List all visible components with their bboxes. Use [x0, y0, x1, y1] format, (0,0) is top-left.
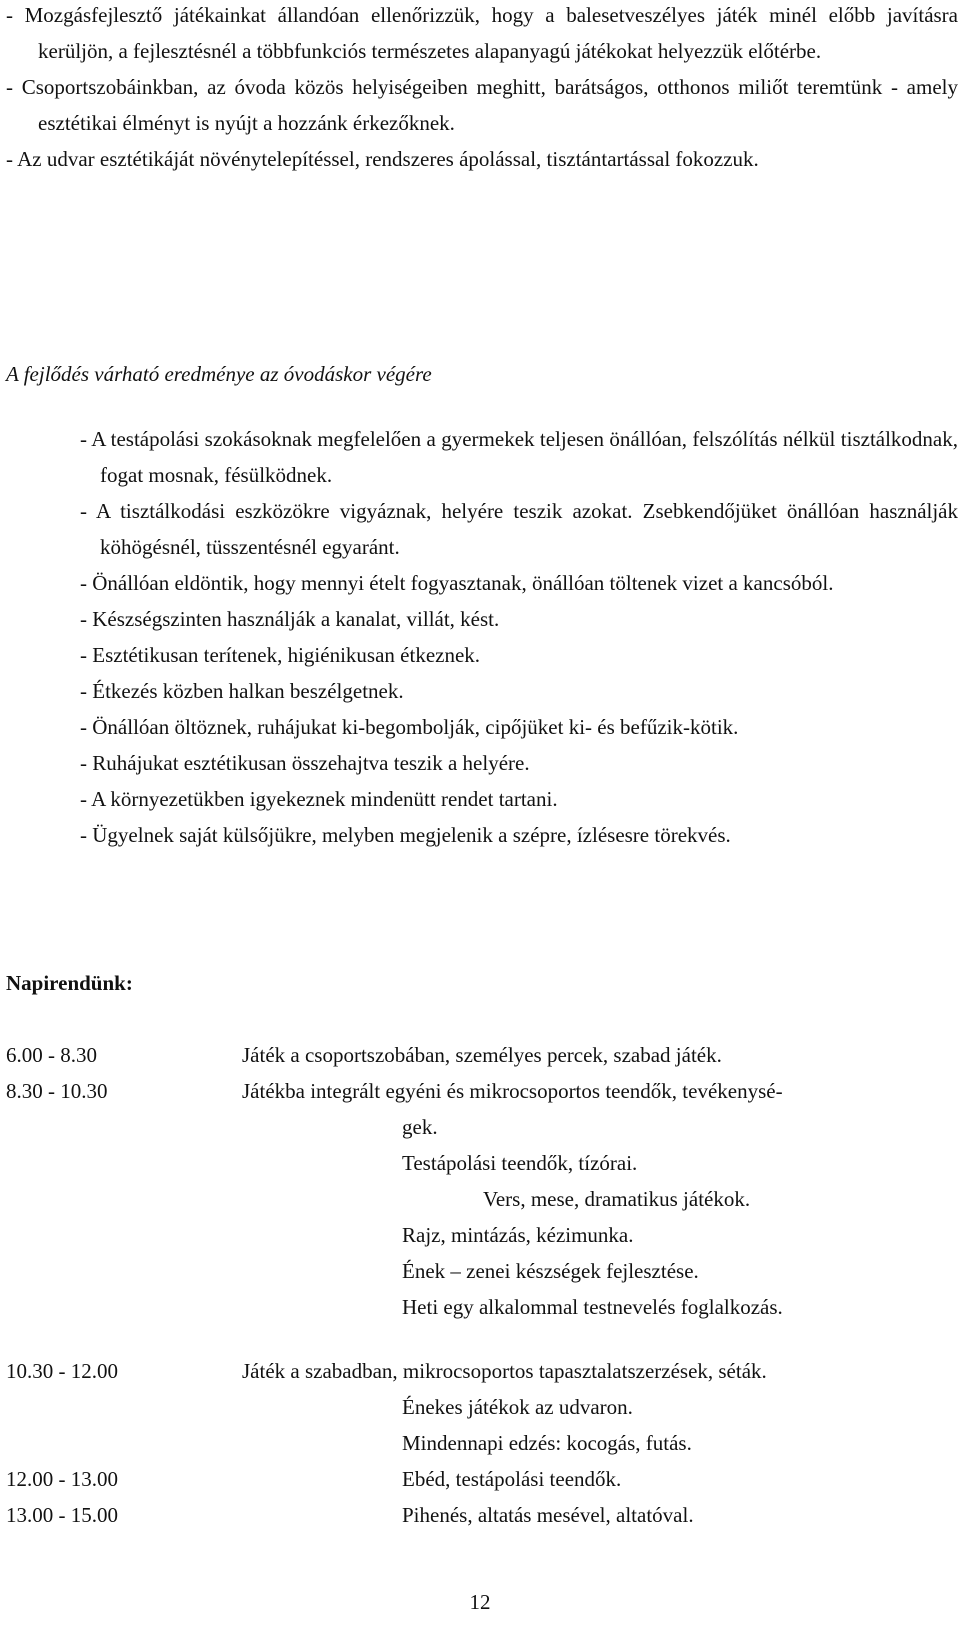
outcome-item: - Önállóan eldöntik, hogy mennyi ételt fogyasztanak, önállóan töltenek vizet a kancsóból. [80, 571, 834, 595]
schedule-activity: Mindennapi edzés: kocogás, futás. [402, 1431, 692, 1455]
schedule-activity: Vers, mese, dramatikus játékok. [483, 1187, 751, 1211]
outcome-item: - A tisztálkodási eszközökre vigyáznak, helyére teszik azokat. Zsebkendőjüket önállóan használják köhögésnél, tüsszentésnél egyaránt. [80, 499, 958, 559]
schedule-activity: Rajz, mintázás, kézimunka. [402, 1223, 634, 1247]
schedule-heading: Napirendünk: [6, 971, 133, 995]
outcome-item: - Esztétikusan terítenek, higiénikusan étkeznek. [80, 643, 481, 667]
schedule-row [6, 1145, 958, 1181]
schedule-activity: Játék a csoportszobában, személyes percek, szabad játék. [242, 1043, 722, 1067]
outcome-item: - A testápolási szokásoknak megfelelően a gyermekek teljesen önállóan, felszólítás nélkül tisztálkodnak, fogat mosnak, fésülködnek. [80, 427, 958, 487]
outcomes-heading: A fejlődés várható eredménye az óvodáskor végére [6, 362, 432, 386]
schedule-activity: Énekes játékok az udvaron. [402, 1395, 633, 1419]
outcome-item: - Étkezés közben halkan beszélgetnek. [80, 679, 404, 703]
outcome-item: - Ruhájukat esztétikusan összehajtva teszik a helyére. [80, 751, 530, 775]
schedule-time: 12.00 - 13.00 [6, 1467, 118, 1491]
schedule-row [6, 1353, 958, 1389]
outcome-item: - Készségszinten használják a kanalat, villát, kést. [80, 607, 500, 631]
schedule-activity: Ének – zenei készségek fejlesztése. [402, 1259, 699, 1283]
schedule-row [6, 1217, 958, 1253]
schedule-activity: Pihenés, altatás mesével, altatóval. [402, 1503, 694, 1527]
intro-item: - Mozgásfejlesztő játékainkat állandóan ellenőrizzük, hogy a balesetveszélyes játék minél előbb javításra kerüljön, a fejlesztésnél a többfunkciós természetes alapanyagú játékokat helyezzük előtérbe. [6, 3, 958, 63]
schedule-row [6, 1461, 958, 1497]
intro-item: - Az udvar esztétikáját növénytelepítéssel, rendszeres ápolással, tisztántartással fokozzuk. [6, 147, 759, 171]
schedule-row [6, 1389, 958, 1425]
schedule-spacer [6, 1325, 958, 1353]
schedule-row [6, 1037, 958, 1073]
schedule-activity: Testápolási teendők, tízórai. [402, 1151, 638, 1175]
schedule-row [6, 1073, 958, 1109]
outcome-item: - Ügyelnek saját külsőjükre, melyben megjelenik a szépre, ízlésesre törekvés. [80, 823, 731, 847]
schedule-activity: gek. [402, 1115, 438, 1139]
schedule-activity: Heti egy alkalommal testnevelés foglalkozás. [402, 1295, 783, 1319]
outcome-item: - A környezetükben igyekeznek mindenütt rendet tartani. [80, 787, 558, 811]
page-number: 12 [469, 1590, 491, 1614]
schedule-row [6, 1109, 958, 1145]
schedule-activity: Ebéd, testápolási teendők. [402, 1467, 622, 1491]
schedule-time: 13.00 - 15.00 [6, 1503, 118, 1527]
schedule-row [6, 1181, 958, 1217]
schedule-activity: Játék a szabadban, mikrocsoportos tapasztalatszerzések, séták. [242, 1359, 767, 1383]
schedule-table [6, 1037, 958, 1533]
schedule-time: 10.30 - 12.00 [6, 1359, 118, 1383]
intro-list [6, 0, 958, 177]
schedule-row [6, 1425, 958, 1461]
schedule-row [6, 1289, 958, 1325]
schedule-time: 8.30 - 10.30 [6, 1079, 108, 1103]
schedule-row [6, 1253, 958, 1289]
outcome-item: - Önállóan öltöznek, ruhájukat ki-begombolják, cipőjüket ki- és befűzik-kötik. [80, 715, 739, 739]
intro-item: - Csoportszobáinkban, az óvoda közös helyiségeiben meghitt, barátságos, otthonos miliőt teremtünk - amely esztétikai élményt is nyújt a hozzánk érkezőknek. [6, 75, 958, 135]
schedule-row [6, 1497, 958, 1533]
schedule-time: 6.00 - 8.30 [6, 1043, 97, 1067]
schedule-activity: Játékba integrált egyéni és mikrocsoportos teendők, tevékenysé- [242, 1079, 783, 1103]
outcomes-list [80, 421, 958, 853]
